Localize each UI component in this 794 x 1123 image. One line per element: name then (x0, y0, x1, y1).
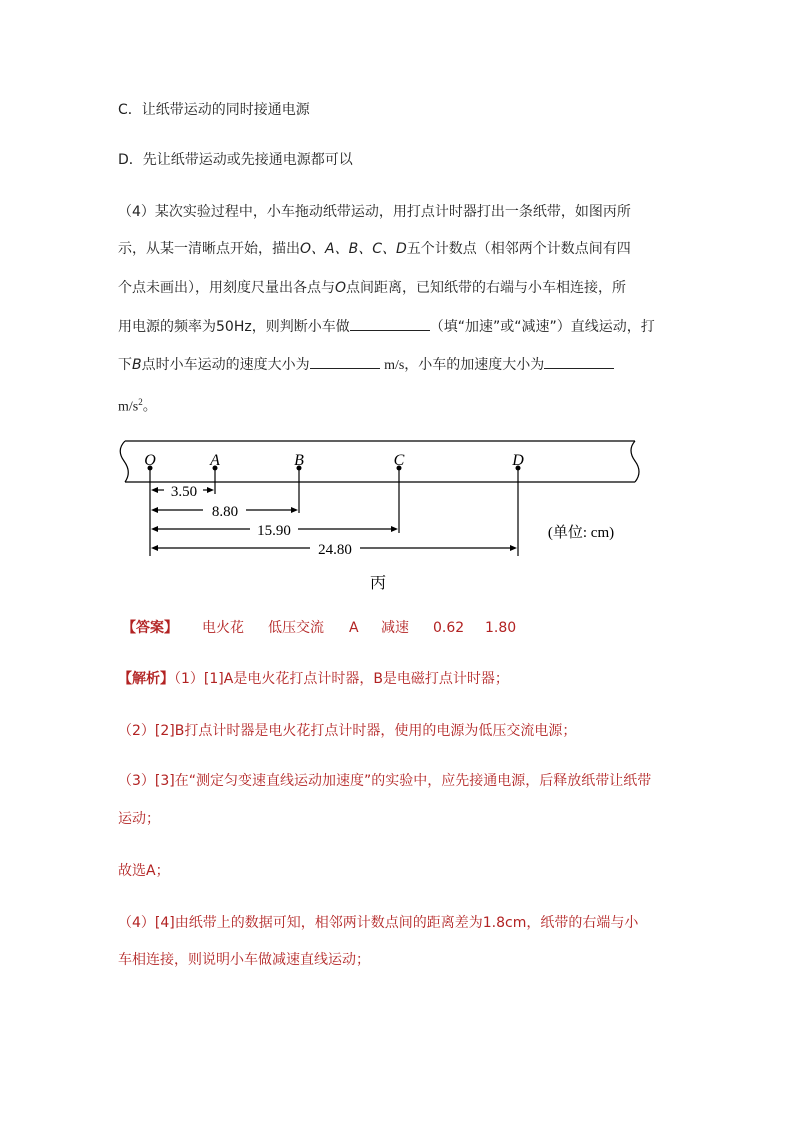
label-c: C (393, 452, 405, 469)
dist-oc: 15.90 (257, 523, 291, 539)
answer-3: A (349, 620, 359, 636)
tape-right-break (631, 441, 639, 482)
answer-6: 1.80 (485, 620, 517, 636)
analysis-p3b: 运动； (118, 811, 160, 827)
label-a: A (210, 452, 220, 469)
dist-oa: 3.50 (170, 484, 198, 500)
analysis-p4a: （4）[4]由纸带上的数据可知，相邻两计数点间的距离差为1.8cm，纸带的右端与小 (118, 915, 639, 931)
label-d: D (512, 452, 524, 469)
q4-line3: 个点未画出），用刻度尺量出各点与O点间距离，已知纸带的右端与小车相连接，所 (118, 280, 627, 296)
q4-line2: 示，从某一清晰点开始，描出O、A、B、C、D五个计数点（相邻两个计数点间有四 (118, 241, 631, 257)
unit-label: (单位: cm) (547, 525, 615, 541)
tape-left-break (120, 441, 128, 482)
point-names: O、A、B、C、D (300, 241, 407, 257)
answer-label: 【答案】 (122, 620, 178, 636)
answer-1: 电火花 (202, 620, 244, 636)
analysis-p1: 【解析】（1）[1]A是电火花打点计时器，B是电磁打点计时器； (118, 671, 509, 687)
dist-od: 24.80 (318, 542, 352, 558)
analysis-p4b: 车相连接，则说明小车做减速直线运动； (118, 952, 370, 968)
analysis-p3a: （3）[3]在“测定匀变速直线运动加速度”的实验中，应先接通电源，后释放纸带让纸带 (118, 773, 652, 789)
answer-5: 0.62 (433, 620, 465, 636)
figure-caption: 丙 (369, 575, 387, 592)
label-o: O (144, 452, 156, 469)
label-b: B (294, 452, 304, 469)
dist-ob: 8.80 (211, 504, 239, 520)
q4-line4: 用电源的频率为50Hz，则判断小车做 （填“加速”或“减速”）直线运动，打 (118, 316, 655, 336)
q4-line1: （4）某次实验过程中，小车拖动纸带运动，用打点计时器打出一条纸带，如图丙所 (118, 204, 631, 220)
answer-4: 减速 (381, 620, 409, 636)
q4-line5: 下B点时小车运动的速度大小为 m/s，小车的加速度大小为 (118, 354, 614, 375)
answer-2: 低压交流 (268, 620, 324, 636)
option-d: D．先让纸带运动或先接通电源都可以 (118, 152, 353, 168)
option-c: C．让纸带运动的同时接通电源 (118, 102, 310, 118)
analysis-p3c: 故选A； (118, 863, 170, 879)
q4-line6: $m/s^2$。 (118, 397, 157, 415)
analysis-p2: （2）[2]B打点计时器是电火花打点计时器，使用的电源为低压交流电源； (118, 723, 577, 739)
